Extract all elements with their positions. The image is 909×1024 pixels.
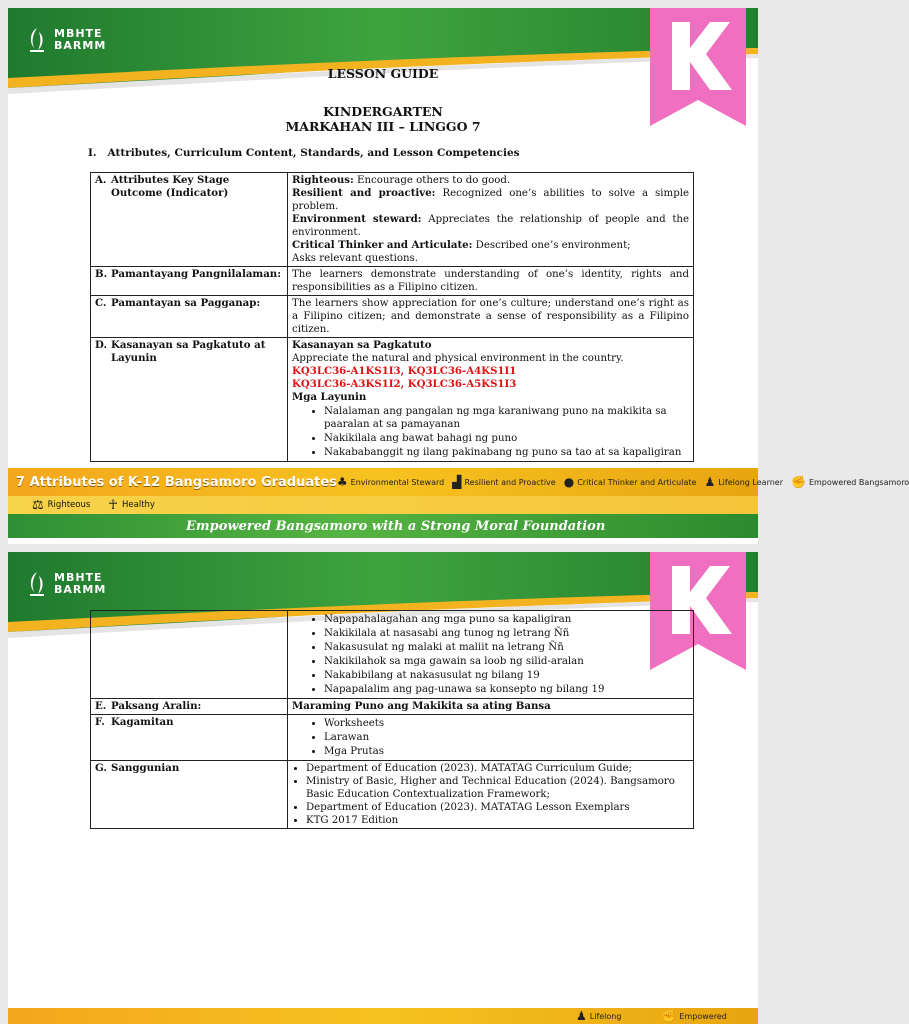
list-item: • Nakikilala at nasasabi ang tunog ng letrang Ññ — [324, 627, 689, 640]
footer-attr-critical — [564, 475, 697, 489]
doc-quarter: MARKAHAN III – LINGGO 7 — [285, 119, 481, 134]
attr-resilient-head: Resilient and proactive: — [292, 187, 436, 199]
attr-righteous-text: Encourage others to do good. — [353, 175, 511, 186]
stairs-icon: ▟ — [452, 475, 462, 489]
header-banner-graphic — [8, 8, 758, 108]
attr-resilient-text: Recognized one’s abilities to solve a simple problem. — [292, 188, 689, 212]
row-b-content: The learners demonstrate understanding of one’s identity, rights and responsibilities as a Filipino citizen. — [288, 267, 694, 296]
list-item: • Nakasusulat ng malaki at maliit na letrang Ññ — [324, 641, 689, 654]
row-c-letter: C. — [95, 297, 107, 309]
list-item: • Napapalalim ang pag-unawa sa konsepto ng bilang 19 — [324, 683, 689, 696]
footer-attr-label: Lifelong — [589, 1011, 622, 1021]
row-d-label — [91, 338, 288, 462]
logo-emblem-icon — [26, 570, 48, 598]
table-row-f — [91, 715, 694, 761]
list-item: • Ministry of Basic, Higher and Technical Education (2024). Bangsamoro Basic Education Contextualization Framework; — [306, 775, 689, 801]
learner-icon: ♟ — [704, 475, 716, 489]
table-row-a — [91, 173, 694, 267]
row-f-content — [288, 715, 694, 761]
section-title: Attributes, Curriculum Content, Standards, and Lesson Competencies — [107, 147, 520, 159]
row-b-letter: B. — [95, 268, 108, 280]
list-item: • Nakikilahok sa mga gawain sa loob ng silid-aralan — [324, 655, 689, 668]
row-g-label-text: Sanggunian — [111, 762, 180, 774]
list-item: • Mga Prutas — [324, 745, 689, 758]
attr-critical-head: Critical Thinker and Articulate: — [292, 239, 473, 251]
page-2 — [8, 552, 758, 1024]
list-item: • Nalalaman ang pangalan ng mga karaniwang puno na makikita sa paaralan at sa pamayanan — [324, 405, 689, 431]
logo-line-2: BARMM — [54, 39, 107, 52]
competency-table — [90, 172, 694, 462]
attr-critical-extra: Asks relevant questions. — [292, 253, 418, 264]
page-1 — [8, 8, 909, 544]
objectives-heading: Mga Layunin — [292, 391, 367, 403]
footer-attr-label: Lifelong Learner — [718, 477, 783, 487]
row-g-content — [288, 761, 694, 829]
row-g-letter: G. — [95, 762, 107, 774]
competency-text: Appreciate the natural and physical environment in the country. — [292, 353, 624, 364]
list-item: • Nakababanggit ng ilang pakinabang ng puno sa tao at sa kapaligiran — [324, 446, 689, 459]
table-row-g — [91, 761, 694, 829]
objectives-list-p2 — [292, 613, 689, 696]
fist-icon: ✊ — [661, 1009, 677, 1023]
row-c-label — [91, 296, 288, 338]
competency-subhead: Kasanayan sa Pagkatuto — [292, 339, 432, 351]
footer-attr-label: Resilient and Proactive — [464, 477, 556, 487]
list-item: • Department of Education (2023). MATATAG Curriculum Guide; — [306, 762, 689, 775]
footer-attr-label: Healthy — [122, 500, 155, 510]
competency-table-continued — [90, 610, 694, 829]
list-item: • Worksheets — [324, 717, 689, 730]
attr-environment-head: Environment steward: — [292, 213, 422, 225]
list-item: • Larawan — [324, 731, 689, 744]
person-icon: ☥ — [108, 497, 118, 513]
footer-attr-label: Environmental Steward — [350, 477, 445, 487]
list-item: • Nakabibilang at nakasusulat ng bilang 19 — [324, 669, 689, 682]
footer-attr-label: Critical Thinker and Articulate — [577, 477, 697, 487]
competency-codes-line-2: KQ3LC36-A3KS1I2, KQ3LC36-A5KS1I3 — [292, 378, 517, 390]
competency-codes-line-1: KQ3LC36-A1KS1I3, KQ3LC36-A4KS1I1 — [292, 365, 517, 377]
list-item: • KTG 2017 Edition — [306, 814, 689, 827]
section-number: I. — [88, 147, 97, 159]
row-a-label — [91, 173, 288, 267]
table-row-d-cont — [91, 611, 694, 699]
learner-icon: ♟ — [576, 1009, 587, 1023]
row-e-label-text: Paksang Aralin: — [111, 700, 202, 712]
attr-righteous-head: Righteous: — [292, 174, 354, 186]
logo-line-1: MBHTE — [54, 27, 103, 40]
row-f-letter: F. — [95, 716, 105, 728]
footer-attr-empowered — [661, 1009, 726, 1023]
row-g-label — [91, 761, 288, 829]
footer-tagline: Empowered Bangsamoro with a Strong Moral Foundation — [8, 514, 758, 538]
footer-title: 7 Attributes of K-12 Bangsamoro Graduates — [16, 474, 337, 490]
fist-icon: ✊ — [791, 475, 806, 489]
mbhte-logo — [26, 570, 106, 598]
table-row-e — [91, 699, 694, 715]
materials-list — [292, 717, 689, 758]
page-header — [8, 8, 758, 108]
row-a-content — [288, 173, 694, 267]
logo-line-1: MBHTE — [54, 571, 103, 584]
row-d-letter: D. — [95, 339, 108, 351]
row-b-label-text: Pamantayang Pangnilalaman: — [111, 268, 281, 280]
row-d-label-text: Kasanayan sa Pagkatuto at Layunin — [111, 339, 266, 364]
footer-attr-resilient — [452, 475, 555, 489]
list-item: • Department of Education (2023). MATATAG Lesson Exemplars — [306, 801, 689, 814]
table-row-b — [91, 267, 694, 296]
row-e-label — [91, 699, 288, 715]
row-e-content: Maraming Puno ang Makikita sa ating Bansa — [288, 699, 694, 715]
section-heading — [88, 147, 520, 159]
brain-icon: ● — [563, 475, 575, 489]
doc-grade: KINDERGARTEN — [323, 104, 443, 119]
scales-icon: ⚖ — [32, 497, 44, 513]
objectives-list-p1 — [292, 405, 689, 459]
footer-attr-lifelong — [704, 475, 783, 489]
footer-attr-label: Empowered — [679, 1011, 727, 1021]
table-row-c — [91, 296, 694, 338]
tree-icon: ♣ — [336, 475, 348, 489]
footer-attr-righteous — [32, 498, 90, 513]
table-row-d — [91, 338, 694, 462]
mbhte-logo — [26, 26, 106, 54]
row-d-cont-label — [91, 611, 288, 699]
doc-title: LESSON GUIDE — [327, 66, 439, 81]
attr-environment-text: Appreciates the relationship of people and the environment. — [292, 214, 689, 238]
row-d-content — [288, 338, 694, 462]
row-b-label — [91, 267, 288, 296]
logo-emblem-icon — [26, 26, 48, 54]
list-item: • Nakikilala ang bawat bahagi ng puno — [324, 432, 689, 445]
footer-attr-lifelong — [576, 1009, 621, 1023]
row-d-cont-content — [288, 611, 694, 699]
footer-attr-environmental — [337, 475, 444, 489]
attr-critical-text: Described one’s environment; — [472, 240, 631, 251]
row-a-label-text: Attributes Key Stage Outcome (Indicator) — [111, 174, 230, 199]
footer-attr-healthy — [108, 498, 155, 513]
page-footer-clipped — [8, 1008, 758, 1024]
row-a-letter: A. — [95, 174, 107, 186]
row-c-label-text: Pamantayan sa Pagganap: — [111, 297, 261, 309]
footer-attr-label: Righteous — [47, 500, 91, 510]
footer-attr-empowered — [791, 475, 909, 489]
row-f-label — [91, 715, 288, 761]
row-c-content: The learners show appreciation for one’s culture; understand one’s right as a Filipino citizen; and demonstrate a sense of responsibility as a Filipino citizen. — [288, 296, 694, 338]
footer-attr-label: Empowered Bangsamoro — [808, 477, 909, 487]
page-footer — [8, 468, 909, 538]
list-item: • Napapahalagahan ang mga puno sa kapaligiran — [324, 613, 689, 626]
logo-line-2: BARMM — [54, 583, 107, 596]
row-f-label-text: Kagamitan — [111, 716, 174, 728]
references-list — [292, 762, 689, 827]
row-e-letter: E. — [95, 700, 107, 712]
